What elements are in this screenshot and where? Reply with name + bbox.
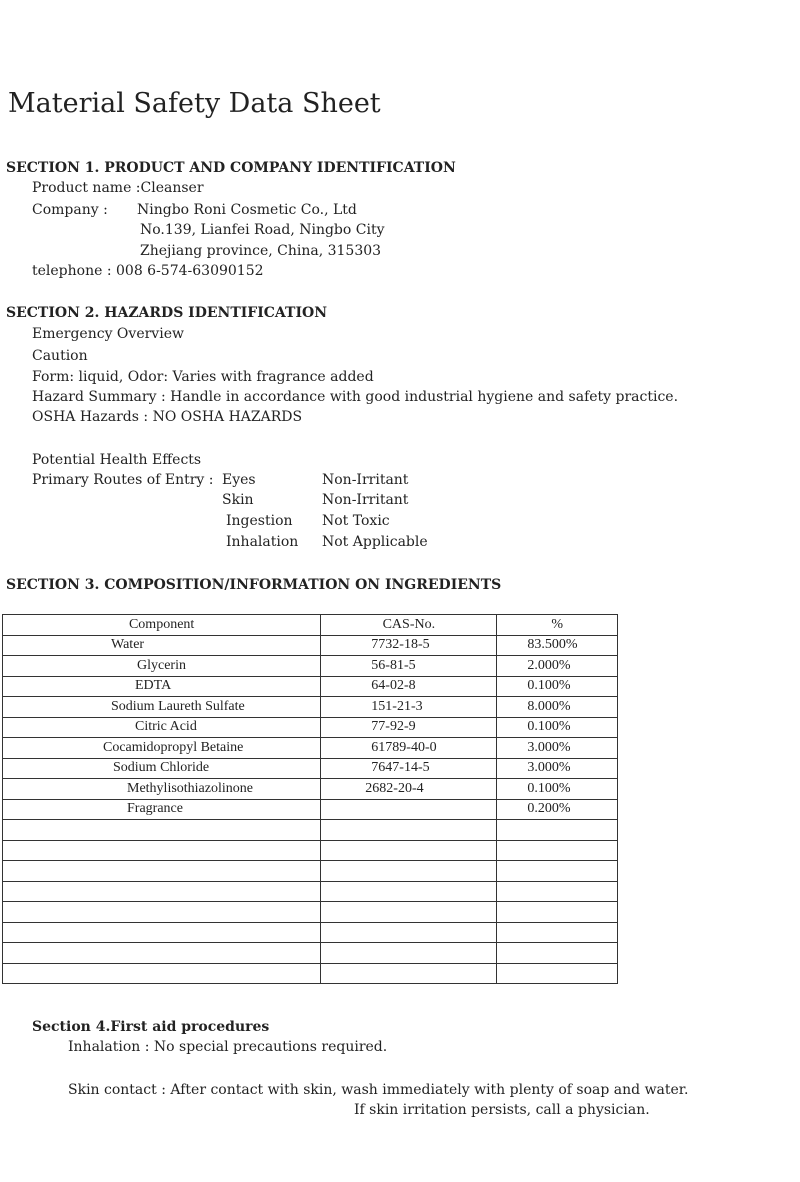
- component-cell: [3, 676, 321, 697]
- component-cell: [3, 922, 321, 943]
- cas-cell-text: 77-92-9: [371, 719, 416, 735]
- table-row: [3, 881, 618, 902]
- component-cell-text: Glycerin: [137, 657, 186, 673]
- ingredients-table: [2, 614, 618, 984]
- component-cell: [3, 697, 321, 718]
- emergency-overview: Emergency Overview: [32, 326, 184, 342]
- table-header-row: [3, 615, 618, 636]
- route-name: Inhalation: [226, 534, 299, 550]
- percent-cell: [497, 963, 618, 984]
- table-row: [3, 758, 618, 779]
- component-cell-text: Citric Acid: [135, 719, 197, 735]
- component-cell-text: EDTA: [135, 678, 172, 694]
- route-effect: Not Applicable: [322, 534, 428, 550]
- routes-label: Primary Routes of Entry :: [32, 472, 214, 488]
- form-odor: Form: liquid, Odor: Varies with fragrance added: [32, 369, 374, 385]
- table-row: [3, 861, 618, 882]
- table-row: [3, 943, 618, 964]
- company-address-line: Zhejiang province, China, 315303: [140, 243, 382, 259]
- component-cell: [3, 779, 321, 800]
- cas-cell-text: 56-81-5: [371, 657, 416, 673]
- cas-cell: [321, 861, 497, 882]
- cas-cell: [321, 635, 497, 656]
- cas-cell: [321, 963, 497, 984]
- percent-cell: [497, 758, 618, 779]
- percent-cell-text: 0.200%: [527, 801, 571, 817]
- caution-text: Caution: [32, 348, 88, 364]
- telephone: telephone : 008 6-574-63090152: [32, 263, 264, 279]
- percent-cell: [497, 779, 618, 800]
- table-row: [3, 635, 618, 656]
- table-row: [3, 799, 618, 820]
- cas-cell: [321, 758, 497, 779]
- section2-heading: SECTION 2. HAZARDS IDENTIFICATION: [6, 305, 327, 321]
- percent-cell: [497, 717, 618, 738]
- cas-cell-text: 61789-40-0: [371, 739, 437, 755]
- route-effect: Non-Irritant: [322, 472, 409, 488]
- cas-cell-text: 64-02-8: [371, 678, 416, 694]
- route-effect: Non-Irritant: [322, 492, 409, 508]
- table-row: [3, 738, 618, 759]
- cas-cell: [321, 922, 497, 943]
- percent-cell: [497, 922, 618, 943]
- route-name: Ingestion: [226, 513, 293, 529]
- percent-cell-text: 0.100%: [527, 780, 571, 796]
- section1-heading: SECTION 1. PRODUCT AND COMPANY IDENTIFICATION: [6, 160, 456, 176]
- percent-cell-text: 8.000%: [527, 698, 571, 714]
- component-cell: [3, 758, 321, 779]
- table-row: [3, 922, 618, 943]
- component-cell: [3, 840, 321, 861]
- table-row: [3, 902, 618, 923]
- cas-cell: [321, 881, 497, 902]
- component-cell-text: Cocamidopropyl Betaine: [103, 739, 244, 755]
- cas-cell: [321, 717, 497, 738]
- percent-cell-text: 3.000%: [527, 739, 571, 755]
- component-cell-text: Fragrance: [127, 801, 183, 817]
- percent-cell: [497, 799, 618, 820]
- percent-cell: [497, 656, 618, 677]
- table-row: [3, 840, 618, 861]
- product-name: Product name :Cleanser: [32, 180, 204, 196]
- cas-cell: [321, 779, 497, 800]
- cas-cell-text: 7647-14-5: [371, 760, 430, 776]
- cas-cell-text: 7732-18-5: [371, 637, 430, 653]
- cas-cell: [321, 820, 497, 841]
- column-header-percent: %: [497, 615, 618, 636]
- percent-cell-text: 0.100%: [527, 719, 571, 735]
- component-cell: [3, 881, 321, 902]
- table-row: [3, 963, 618, 984]
- company-address-line: No.139, Lianfei Road, Ningbo City: [140, 222, 385, 238]
- percent-cell: [497, 820, 618, 841]
- section3-heading: SECTION 3. COMPOSITION/INFORMATION ON INGREDIENTS: [6, 577, 502, 593]
- inhalation-aid: Inhalation : No special precautions required.: [68, 1039, 388, 1055]
- company-name: Ningbo Roni Cosmetic Co., Ltd: [137, 202, 357, 218]
- skin-contact-aid: Skin contact : After contact with skin, wash immediately with plenty of soap and water.: [68, 1082, 689, 1098]
- component-cell: [3, 820, 321, 841]
- component-cell: [3, 963, 321, 984]
- cas-cell: [321, 799, 497, 820]
- percent-cell-text: 83.500%: [527, 637, 578, 653]
- cas-cell: [321, 840, 497, 861]
- component-cell: [3, 902, 321, 923]
- table-row: [3, 656, 618, 677]
- page-title: Material Safety Data Sheet: [8, 88, 381, 119]
- percent-cell: [497, 738, 618, 759]
- component-cell: [3, 943, 321, 964]
- percent-cell-text: 0.100%: [527, 678, 571, 694]
- cas-cell-text: 151-21-3: [371, 698, 423, 714]
- cas-cell: [321, 676, 497, 697]
- route-effect: Not Toxic: [322, 513, 390, 529]
- table-row: [3, 717, 618, 738]
- percent-cell-text: 2.000%: [527, 657, 571, 673]
- route-name: Skin: [222, 492, 254, 508]
- component-cell-text: Sodium Laureth Sulfate: [111, 698, 245, 714]
- percent-cell: [497, 697, 618, 718]
- table-row: [3, 779, 618, 800]
- cas-cell: [321, 902, 497, 923]
- component-cell: [3, 861, 321, 882]
- component-cell-text: Water: [111, 637, 145, 653]
- percent-cell-text: 3.000%: [527, 760, 571, 776]
- component-cell: [3, 656, 321, 677]
- section4-heading: Section 4.First aid procedures: [32, 1019, 270, 1035]
- percent-cell: [497, 902, 618, 923]
- table-row: [3, 820, 618, 841]
- cas-cell: [321, 943, 497, 964]
- route-name: Eyes: [222, 472, 256, 488]
- percent-cell: [497, 861, 618, 882]
- company-label: Company :: [32, 202, 108, 218]
- component-cell-text: Methylisothiazolinone: [127, 780, 253, 796]
- health-effects: Potential Health Effects: [32, 452, 202, 468]
- component-cell: [3, 799, 321, 820]
- column-header-cas: CAS-No.: [321, 615, 497, 636]
- component-cell: [3, 738, 321, 759]
- percent-cell: [497, 676, 618, 697]
- cas-cell-text: 2682-20-4: [365, 780, 424, 796]
- hazard-summary: Hazard Summary : Handle in accordance with good industrial hygiene and safety practice.: [32, 389, 679, 405]
- table-row: [3, 676, 618, 697]
- percent-cell: [497, 840, 618, 861]
- osha-hazards: OSHA Hazards : NO OSHA HAZARDS: [32, 409, 303, 425]
- cas-cell: [321, 656, 497, 677]
- component-cell: [3, 635, 321, 656]
- cas-cell: [321, 697, 497, 718]
- column-header-component: Component: [3, 615, 321, 636]
- percent-cell: [497, 635, 618, 656]
- component-cell-text: Sodium Chloride: [113, 760, 210, 776]
- percent-cell: [497, 881, 618, 902]
- cas-cell: [321, 738, 497, 759]
- component-cell: [3, 717, 321, 738]
- table-row: [3, 697, 618, 718]
- percent-cell: [497, 943, 618, 964]
- skin-contact-aid-continued: If skin irritation persists, call a physician.: [354, 1102, 650, 1118]
